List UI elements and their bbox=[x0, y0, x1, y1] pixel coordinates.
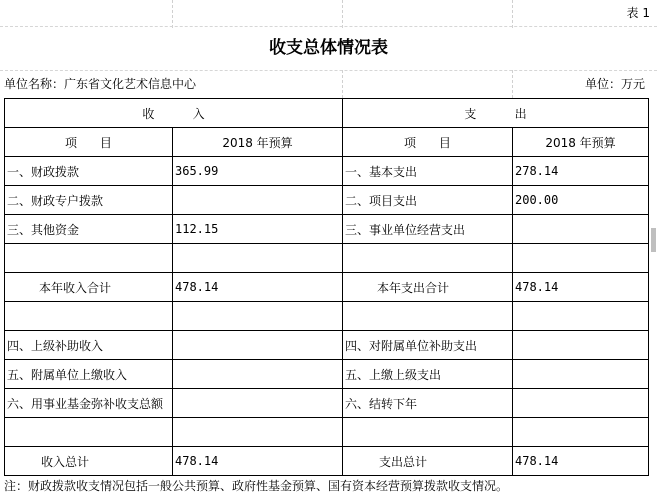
expense-value-cell[interactable] bbox=[513, 215, 649, 244]
income-item-cell[interactable]: 本年收入合计 bbox=[5, 273, 173, 302]
expense-item-header[interactable]: 项 目 bbox=[343, 128, 513, 157]
income-item-cell[interactable] bbox=[5, 302, 173, 331]
footnote: 注：财政拨款收支情况包括一般公共预算、政府性基金预算、国有资本经营预算拨款收支情况。 bbox=[4, 479, 509, 493]
income-item-header[interactable]: 项 目 bbox=[5, 128, 173, 157]
income-value-cell[interactable] bbox=[173, 418, 343, 447]
scrollbar-thumb[interactable] bbox=[651, 228, 656, 252]
page-title: 收支总体情况表 bbox=[269, 38, 388, 58]
budget-table bbox=[4, 98, 649, 476]
currency-unit-label: 单位：万元 bbox=[584, 77, 645, 91]
income-item-cell[interactable]: 一、财政拨款 bbox=[5, 157, 173, 186]
income-item-cell[interactable] bbox=[5, 418, 173, 447]
grid-line bbox=[172, 0, 173, 28]
expense-item-cell[interactable]: 六、结转下年 bbox=[343, 389, 513, 418]
expense-item-cell[interactable]: 本年支出合计 bbox=[343, 273, 513, 302]
table-row bbox=[5, 389, 649, 418]
expense-item-cell[interactable]: 二、项目支出 bbox=[343, 186, 513, 215]
income-budget-header[interactable]: 2018 年预算 bbox=[173, 128, 343, 157]
table-row bbox=[5, 302, 649, 331]
grid-line bbox=[342, 0, 343, 28]
income-value-cell[interactable] bbox=[173, 360, 343, 389]
expense-item-cell[interactable] bbox=[343, 418, 513, 447]
grid-line bbox=[0, 26, 657, 27]
expense-item-cell[interactable]: 支出总计 bbox=[343, 447, 513, 476]
expense-item-cell[interactable] bbox=[343, 244, 513, 273]
expense-value-cell[interactable] bbox=[513, 302, 649, 331]
expense-value-cell[interactable] bbox=[513, 418, 649, 447]
income-header[interactable]: 收 入 bbox=[5, 99, 343, 128]
income-value-cell[interactable]: 365.99 bbox=[173, 157, 343, 186]
unit-name-label: 单位名称：广东省文化艺术信息中心 bbox=[4, 77, 197, 91]
expense-value-cell[interactable] bbox=[513, 331, 649, 360]
income-item-cell[interactable]: 五、附属单位上缴收入 bbox=[5, 360, 173, 389]
income-item-cell[interactable]: 四、上级补助收入 bbox=[5, 331, 173, 360]
expense-item-cell[interactable]: 五、上缴上级支出 bbox=[343, 360, 513, 389]
expense-value-cell[interactable]: 478.14 bbox=[513, 273, 649, 302]
expense-value-cell[interactable]: 200.00 bbox=[513, 186, 649, 215]
expense-item-cell[interactable]: 三、事业单位经营支出 bbox=[343, 215, 513, 244]
income-value-cell[interactable] bbox=[173, 244, 343, 273]
income-item-cell[interactable]: 三、其他资金 bbox=[5, 215, 173, 244]
grid-line bbox=[512, 0, 513, 28]
income-item-cell[interactable]: 二、财政专户拨款 bbox=[5, 186, 173, 215]
income-item-cell[interactable]: 六、用事业基金弥补收支总额 bbox=[5, 389, 173, 418]
expense-budget-header[interactable]: 2018 年预算 bbox=[513, 128, 649, 157]
table-row bbox=[5, 331, 649, 360]
income-item-cell[interactable]: 收入总计 bbox=[5, 447, 173, 476]
table-row bbox=[5, 360, 649, 389]
table-row bbox=[5, 244, 649, 273]
table-row bbox=[5, 157, 649, 186]
income-value-cell[interactable] bbox=[173, 186, 343, 215]
income-value-cell[interactable] bbox=[173, 331, 343, 360]
expense-value-cell[interactable] bbox=[513, 360, 649, 389]
expense-header[interactable]: 支 出 bbox=[343, 99, 649, 128]
table-row bbox=[5, 447, 649, 476]
table-row bbox=[5, 215, 649, 244]
income-value-cell[interactable]: 478.14 bbox=[173, 447, 343, 476]
expense-value-cell[interactable]: 278.14 bbox=[513, 157, 649, 186]
grid-line bbox=[512, 70, 513, 98]
expense-value-cell[interactable] bbox=[513, 244, 649, 273]
income-value-cell[interactable] bbox=[173, 389, 343, 418]
expense-item-cell[interactable]: 一、基本支出 bbox=[343, 157, 513, 186]
income-value-cell[interactable]: 112.15 bbox=[173, 215, 343, 244]
table-subheader-row bbox=[5, 128, 649, 157]
income-value-cell[interactable] bbox=[173, 302, 343, 331]
grid-line bbox=[0, 70, 657, 71]
table-number-label: 表 1 bbox=[626, 6, 650, 20]
income-value-cell[interactable]: 478.14 bbox=[173, 273, 343, 302]
grid-line bbox=[342, 70, 343, 98]
table-row bbox=[5, 186, 649, 215]
income-item-cell[interactable] bbox=[5, 244, 173, 273]
expense-item-cell[interactable] bbox=[343, 302, 513, 331]
table-row bbox=[5, 418, 649, 447]
expense-value-cell[interactable]: 478.14 bbox=[513, 447, 649, 476]
table-header-row bbox=[5, 99, 649, 128]
expense-value-cell[interactable] bbox=[513, 389, 649, 418]
expense-item-cell[interactable]: 四、对附属单位补助支出 bbox=[343, 331, 513, 360]
table-row bbox=[5, 273, 649, 302]
